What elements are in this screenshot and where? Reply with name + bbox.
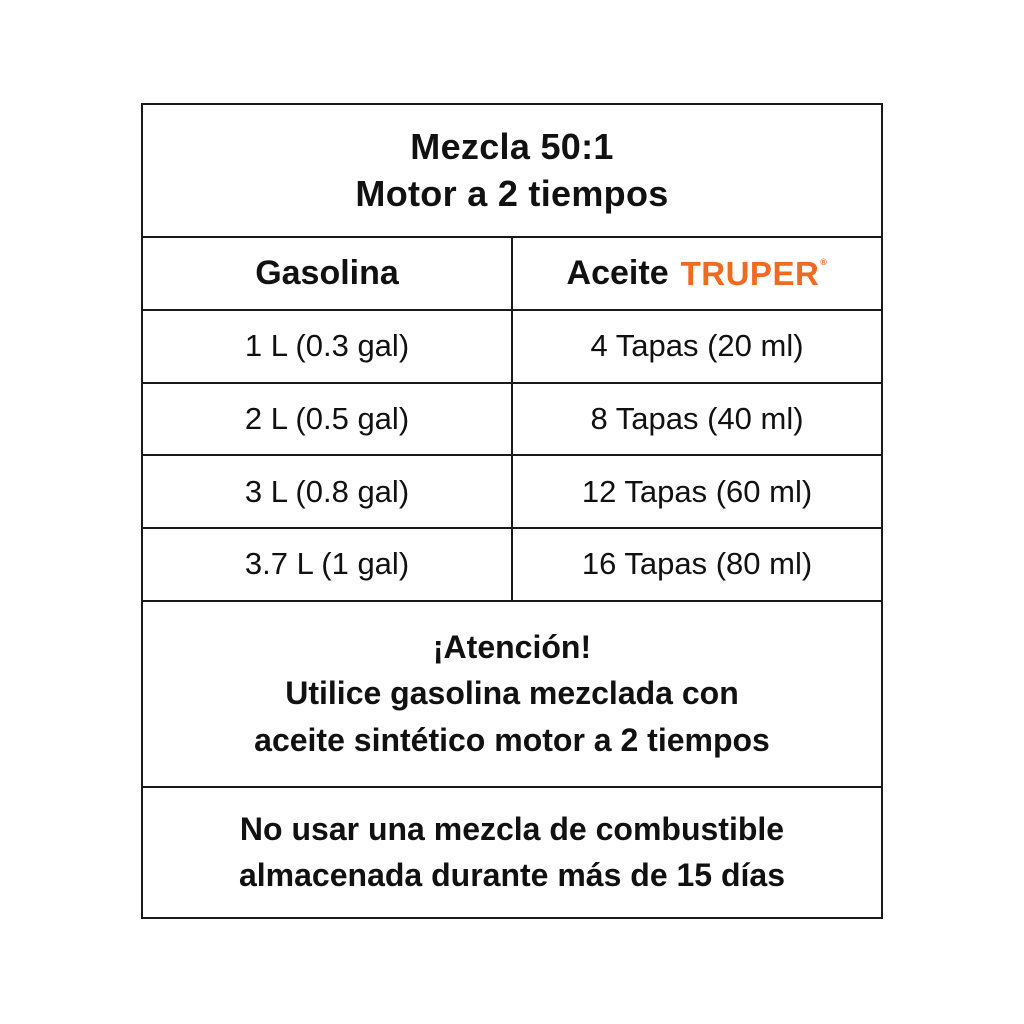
table-row — [143, 311, 881, 384]
header-gasoline: Gasolina — [143, 238, 513, 309]
table-row — [143, 456, 881, 529]
attention-text-line2: aceite sintético motor a 2 tiempos — [254, 721, 770, 758]
oil-amount: 4 Tapas (20 ml) — [590, 328, 804, 364]
header-oil-label: Aceite — [566, 254, 669, 293]
header-oil — [513, 238, 881, 309]
title-cell — [143, 105, 881, 236]
truper-logo — [681, 255, 828, 293]
gasoline-amount: 1 L (0.3 gal) — [143, 311, 513, 382]
oil-amount: 8 Tapas (40 ml) — [590, 400, 804, 436]
warning-cell — [143, 788, 881, 917]
table-row — [143, 384, 881, 457]
title-motor-type: Motor a 2 tiempos — [355, 172, 669, 214]
attention-text-line1: Utilice gasolina mezclada con — [285, 675, 739, 712]
warning-row — [143, 788, 881, 917]
gasoline-amount: 3 L (0.8 gal) — [143, 456, 513, 527]
header-row — [143, 238, 881, 311]
oil-amount: 16 Tapas (80 ml) — [581, 546, 813, 582]
warning-text-line2: almacenada durante más de 15 días — [238, 857, 786, 894]
title-mix-ratio: Mezcla 50:1 — [410, 125, 614, 167]
attention-row — [143, 602, 881, 788]
attention-heading: ¡Atención! — [432, 629, 592, 665]
warning-text-line1: No usar una mezcla de combustible — [239, 810, 785, 847]
registered-mark: ® — [820, 256, 828, 267]
truper-logo-text: TRUPER — [680, 254, 820, 292]
gasoline-amount: 3.7 L (1 gal) — [143, 529, 513, 600]
table-row — [143, 529, 881, 602]
oil-amount: 12 Tapas (60 ml) — [581, 473, 813, 509]
gasoline-amount: 2 L (0.5 gal) — [143, 384, 513, 455]
title-row — [143, 105, 881, 238]
attention-cell — [143, 602, 881, 786]
fuel-mix-table — [141, 103, 883, 919]
